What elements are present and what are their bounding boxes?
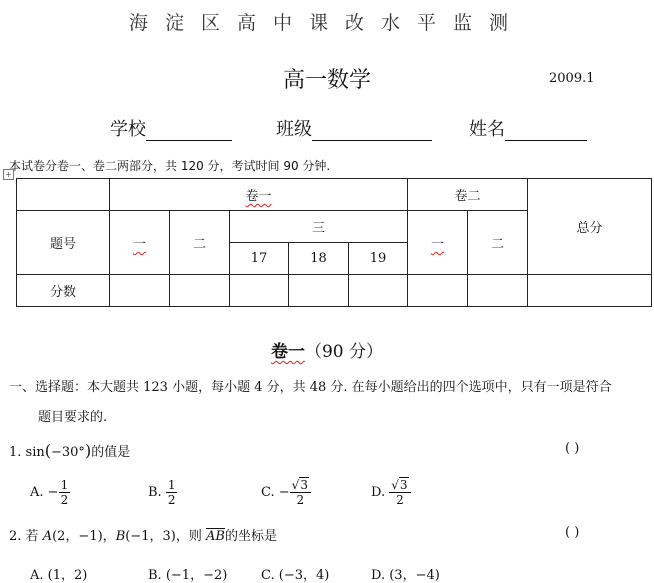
row-label-questions: 题号 (17, 211, 110, 275)
class-field (276, 115, 432, 141)
score-table-corner (17, 179, 110, 211)
score-cell[interactable] (408, 275, 468, 307)
instructions-line1: 一、选择题：本大题共 123 小题，每小题 4 分，共 48 分. 在每小题给出的四个选项中，只有一项是符合 (9, 380, 612, 395)
score-cell[interactable] (170, 275, 230, 307)
question-2-answer-blank[interactable]: ( ) (565, 525, 580, 540)
name-field (469, 115, 587, 141)
class-label: 班级 (276, 119, 312, 140)
question-2-option-b[interactable]: B. (−1，−2) (148, 568, 228, 583)
score-cell[interactable] (230, 275, 289, 307)
section-heading (0, 337, 654, 362)
header-part1: 卷一 (110, 179, 408, 211)
subject-title: 高一数学 (282, 68, 371, 93)
vector-ab: AB (205, 529, 225, 544)
score-table (16, 178, 652, 307)
col-q18: 18 (289, 243, 349, 275)
header-part2: 卷二 (408, 179, 528, 211)
school-blank[interactable] (146, 123, 232, 141)
exam-date: 2009.1 (549, 71, 595, 86)
col-q17: 17 (230, 243, 289, 275)
score-cell[interactable] (110, 275, 170, 307)
instructions-line2: 题目要求的. (38, 410, 108, 425)
score-cell-total[interactable] (528, 275, 652, 307)
score-cell[interactable] (468, 275, 528, 307)
question-2-option-d[interactable]: D. (3，−4) (371, 568, 440, 583)
col-q19: 19 (349, 243, 408, 275)
sqrt-icon: √ (391, 478, 399, 492)
table-move-handle-icon[interactable]: + (3, 169, 14, 180)
col-part2-q2: 二 (468, 211, 528, 275)
header-total: 总分 (528, 179, 652, 275)
section-title: 卷一 (270, 342, 305, 362)
question-number: 2. (9, 529, 22, 544)
section-points: （90 分） (304, 342, 384, 362)
col-part1-q1: 一 (110, 211, 170, 275)
question-number: 1. (9, 445, 22, 460)
exam-intro: 本试卷分卷一、卷二两部分，共 120 分，考试时间 90 分钟. (9, 159, 331, 173)
sqrt-icon: √ (291, 478, 300, 492)
question-1-stem: 1. sin(−30°)的值是 (9, 441, 131, 460)
school-label: 学校 (110, 119, 146, 140)
score-cell[interactable] (289, 275, 349, 307)
school-field (110, 115, 232, 141)
question-1-option-a[interactable]: A. − $\frac{1}{2}$ (30, 478, 69, 507)
district-title: 海淀区高中课改水平监测 (128, 12, 525, 34)
name-label: 姓名 (469, 119, 505, 140)
row-label-score: 分数 (17, 275, 110, 307)
col-part2-q1: 一 (408, 211, 468, 275)
question-2-option-a[interactable]: A. (1，2) (30, 568, 88, 583)
question-1-option-b[interactable]: B. $\frac{1}{2}$ (148, 478, 176, 507)
question-1-option-c[interactable]: C. − $\frac{√3}{2}$ (261, 478, 311, 507)
class-blank[interactable] (312, 123, 432, 141)
question-2-stem: 2. 若 A(2，−1)，B(−1，3)，则 AB的坐标是 (9, 529, 277, 544)
name-blank[interactable] (505, 123, 587, 141)
question-2-option-c[interactable]: C. (−3，4) (261, 568, 330, 583)
col-part1-q2: 二 (170, 211, 230, 275)
question-1-answer-blank[interactable]: ( ) (565, 441, 580, 456)
question-1-option-d[interactable]: D. $\frac{√3}{2}$ (371, 478, 411, 507)
col-part1-q3: 三 (230, 211, 408, 243)
score-cell[interactable] (349, 275, 408, 307)
